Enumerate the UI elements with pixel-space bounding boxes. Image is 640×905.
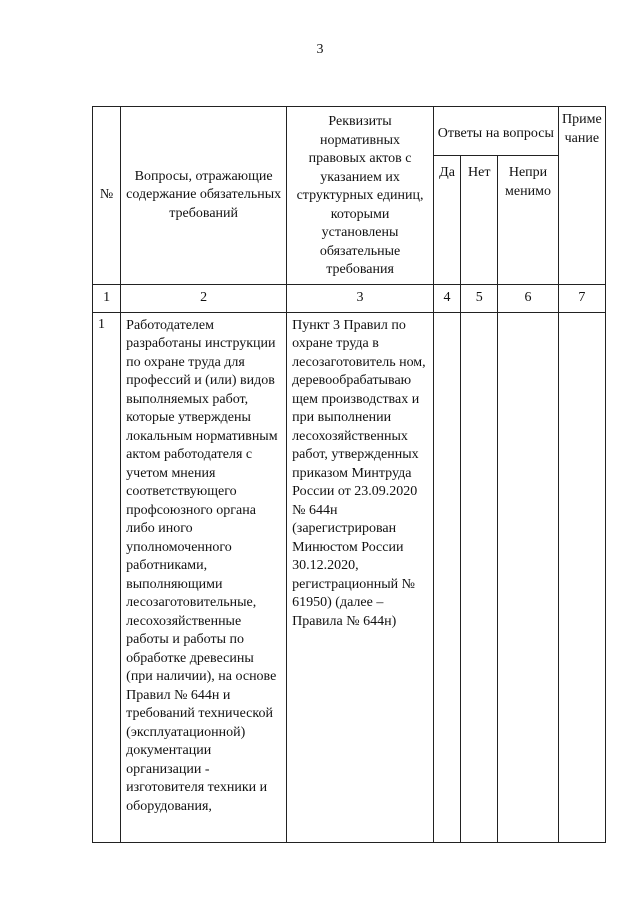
column-number: 6 bbox=[498, 284, 558, 312]
column-number: 4 bbox=[433, 284, 460, 312]
header-answer-na: Непри менимо bbox=[498, 156, 558, 285]
row-index: 1 bbox=[93, 312, 121, 842]
answer-yes-cell[interactable] bbox=[433, 312, 460, 842]
header-answers: Ответы на вопросы bbox=[433, 107, 558, 156]
row-question: Работодателем разработаны инструкции по охране труда для профессий и (или) видов выполняемых работ, которые утверждены локальным нормативным актом работодателя с учетом мнения соответствующего профсоюзного органа либо иного уполномоченного работниками, выполняющими лесозаготовительные, лесохозяйственные работы и работы по обработке древесины (при наличии), на основе Правил № 644н и требований технической (эксплуатационной) документации организации - изготовителя техники и оборудования, bbox=[121, 312, 287, 842]
header-questions: Вопросы, отражающие содержание обязательных требований bbox=[121, 107, 287, 285]
header-row bbox=[93, 107, 606, 156]
header-note: Приме чание bbox=[558, 107, 605, 285]
column-number: 5 bbox=[461, 284, 498, 312]
column-number: 7 bbox=[558, 284, 605, 312]
header-requisites: Реквизиты нормативных правовых актов с указанием их структурных единиц, которыми установлены обязательные требования bbox=[287, 107, 434, 285]
header-answer-no: Нет bbox=[461, 156, 498, 285]
column-number: 3 bbox=[287, 284, 434, 312]
answer-no-cell[interactable] bbox=[461, 312, 498, 842]
requirements-table bbox=[92, 106, 606, 843]
page-number: 3 bbox=[316, 42, 324, 57]
column-number-row bbox=[93, 284, 606, 312]
header-number: № bbox=[93, 107, 121, 285]
header-answer-yes: Да bbox=[433, 156, 460, 285]
note-cell[interactable] bbox=[558, 312, 605, 842]
column-number: 2 bbox=[121, 284, 287, 312]
table-row bbox=[93, 312, 606, 842]
column-number: 1 bbox=[93, 284, 121, 312]
answer-na-cell[interactable] bbox=[498, 312, 558, 842]
row-requisite: Пункт 3 Правил по охране труда в лесозаготовитель ном, деревообрабатываю щем производствах и при выполнении лесохозяйственных работ, утвержденных приказом Минтруда России от 23.09.2020 № 644н (зарегистрирован Минюстом России 30.12.2020, регистрационный № 61950) (далее – Правила № 644н) bbox=[287, 312, 434, 842]
